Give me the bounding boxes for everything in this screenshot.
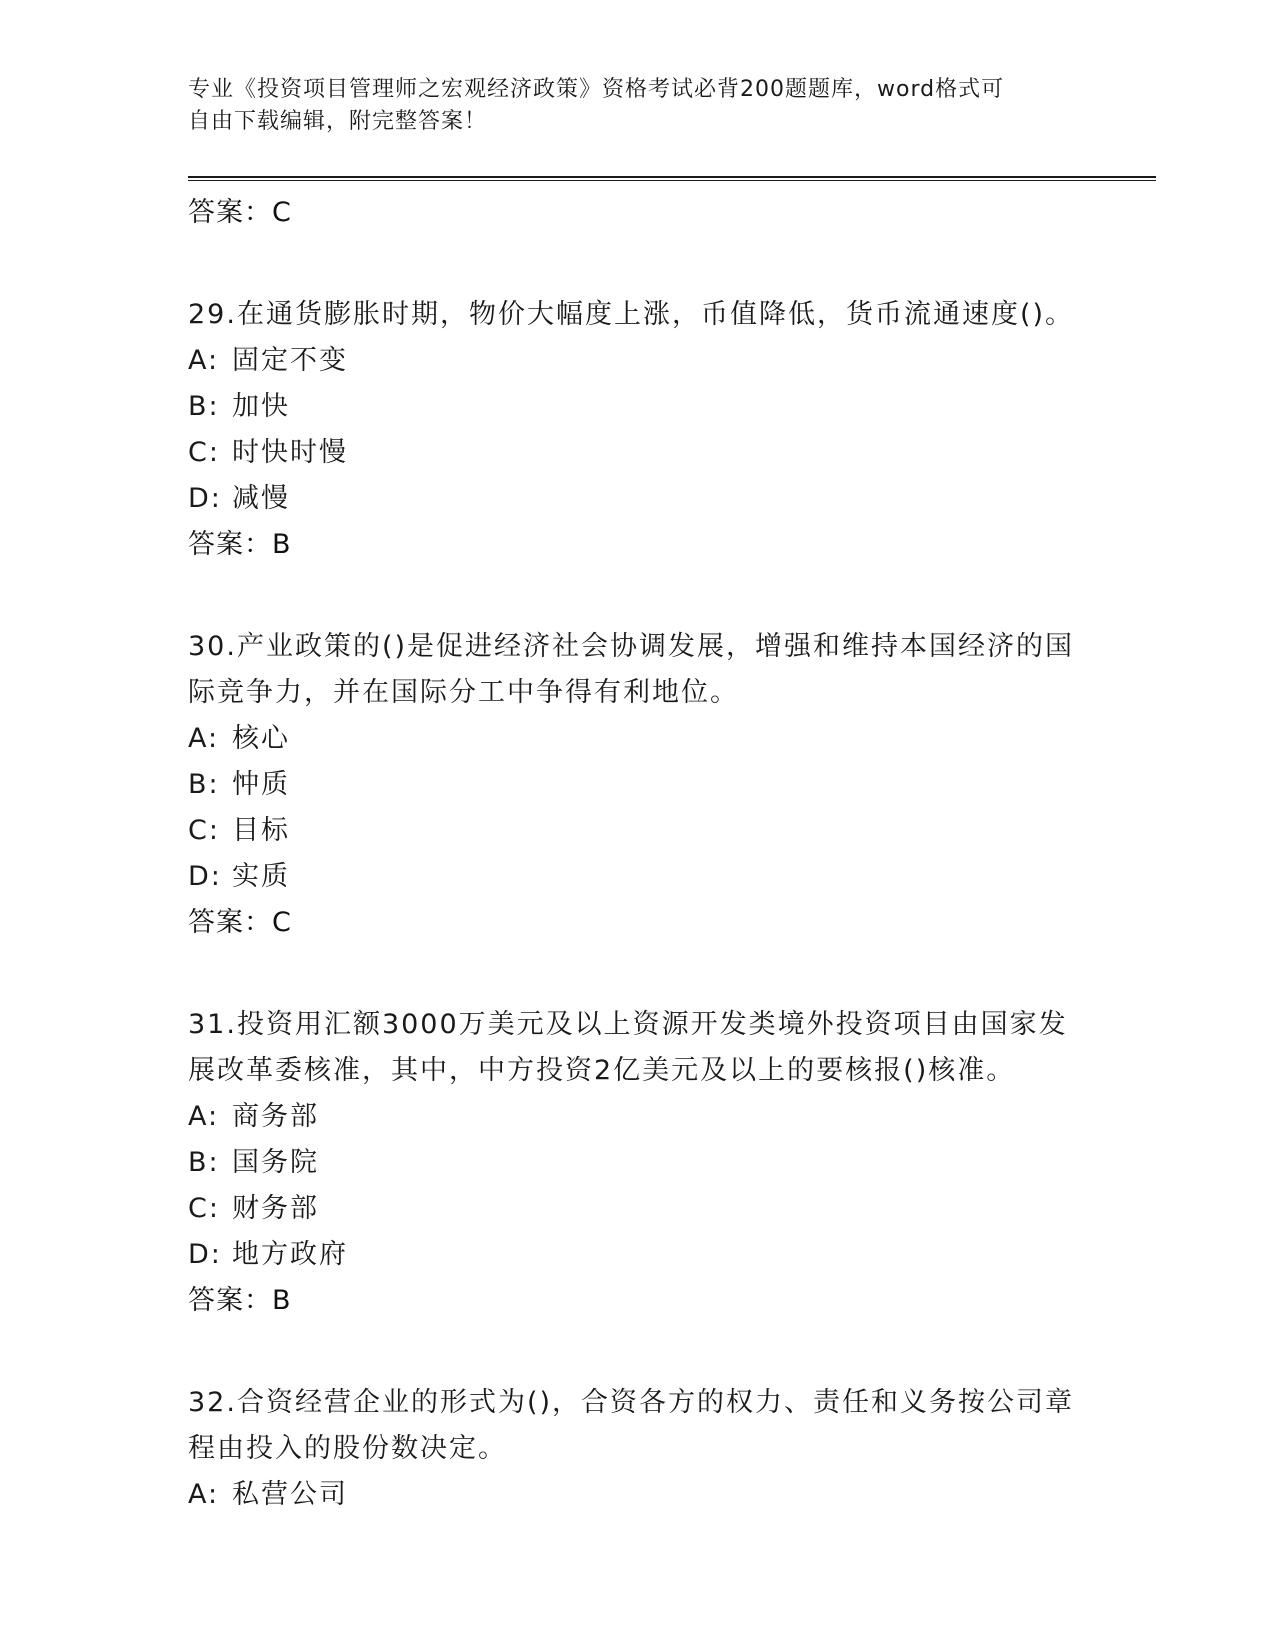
- question-block-29: [188, 292, 1088, 568]
- option-a: [188, 1472, 1088, 1518]
- question-stem: 29.在通货膨胀时期，物价大幅度上涨，币值降低，货币流通速度()。: [188, 299, 1075, 330]
- question-block-30: [188, 624, 1088, 946]
- option-letter: A:: [188, 723, 220, 754]
- header-line-2: 自由下载编辑，附完整答案！: [188, 109, 488, 134]
- option-letter: B:: [188, 1147, 220, 1178]
- option-letter: A:: [188, 1479, 220, 1510]
- option-text: 实质: [232, 861, 290, 892]
- question-block-31: [188, 1002, 1088, 1324]
- option-b: [188, 384, 1088, 430]
- option-a: [188, 716, 1088, 762]
- option-letter: C:: [188, 815, 220, 846]
- question-stem: 31.投资用汇额3000万美元及以上资源开发类境外投资项目由国家发展改革委核准，其中，中方投资2亿美元及以上的要核报()核准。: [188, 1009, 1068, 1086]
- option-text: 时快时慢: [232, 437, 348, 468]
- option-b: [188, 1140, 1088, 1186]
- option-c: [188, 808, 1088, 854]
- header-divider: [188, 176, 1156, 181]
- option-letter: C:: [188, 1193, 220, 1224]
- question-answer: 答案：B: [188, 1285, 292, 1316]
- option-d: [188, 1232, 1088, 1278]
- question-stem: 32.合资经营企业的形式为()，合资各方的权力、责任和义务按公司章程由投入的股份数决定。: [188, 1387, 1075, 1464]
- option-text: 减慢: [232, 483, 290, 514]
- option-d: [188, 854, 1088, 900]
- question-stem: 30.产业政策的()是促进经济社会协调发展，增强和维持本国经济的国际竞争力，并在国际分工中争得有利地位。: [188, 631, 1075, 708]
- option-text: 国务院: [232, 1147, 319, 1178]
- option-text: 商务部: [232, 1101, 319, 1132]
- option-letter: D:: [188, 861, 222, 892]
- option-a: [188, 1094, 1088, 1140]
- option-letter: B:: [188, 391, 220, 422]
- question-answer: 答案：C: [188, 907, 292, 938]
- option-text: 地方政府: [232, 1239, 348, 1270]
- option-letter: C:: [188, 437, 220, 468]
- option-text: 核心: [232, 723, 290, 754]
- option-letter: D:: [188, 483, 222, 514]
- option-letter: A:: [188, 1101, 220, 1132]
- option-text: 固定不变: [232, 345, 348, 376]
- previous-answer: 答案：C: [188, 197, 292, 228]
- option-letter: A:: [188, 345, 220, 376]
- option-c: [188, 1186, 1088, 1232]
- document-header: [188, 74, 1068, 138]
- question-answer: 答案：B: [188, 529, 292, 560]
- question-block-32: [188, 1380, 1088, 1518]
- option-letter: B:: [188, 769, 220, 800]
- option-a: [188, 338, 1088, 384]
- option-b: [188, 762, 1088, 808]
- option-letter: D:: [188, 1239, 222, 1270]
- option-text: 私营公司: [232, 1479, 348, 1510]
- option-c: [188, 430, 1088, 476]
- option-text: 财务部: [232, 1193, 319, 1224]
- option-text: 加快: [232, 391, 290, 422]
- header-line-1: 专业《投资项目管理师之宏观经济政策》资格考试必背200题题库，word格式可: [188, 77, 1005, 102]
- option-text: 目标: [232, 815, 290, 846]
- document-body: [188, 190, 1088, 1518]
- option-text: 忡质: [232, 769, 290, 800]
- option-d: [188, 476, 1088, 522]
